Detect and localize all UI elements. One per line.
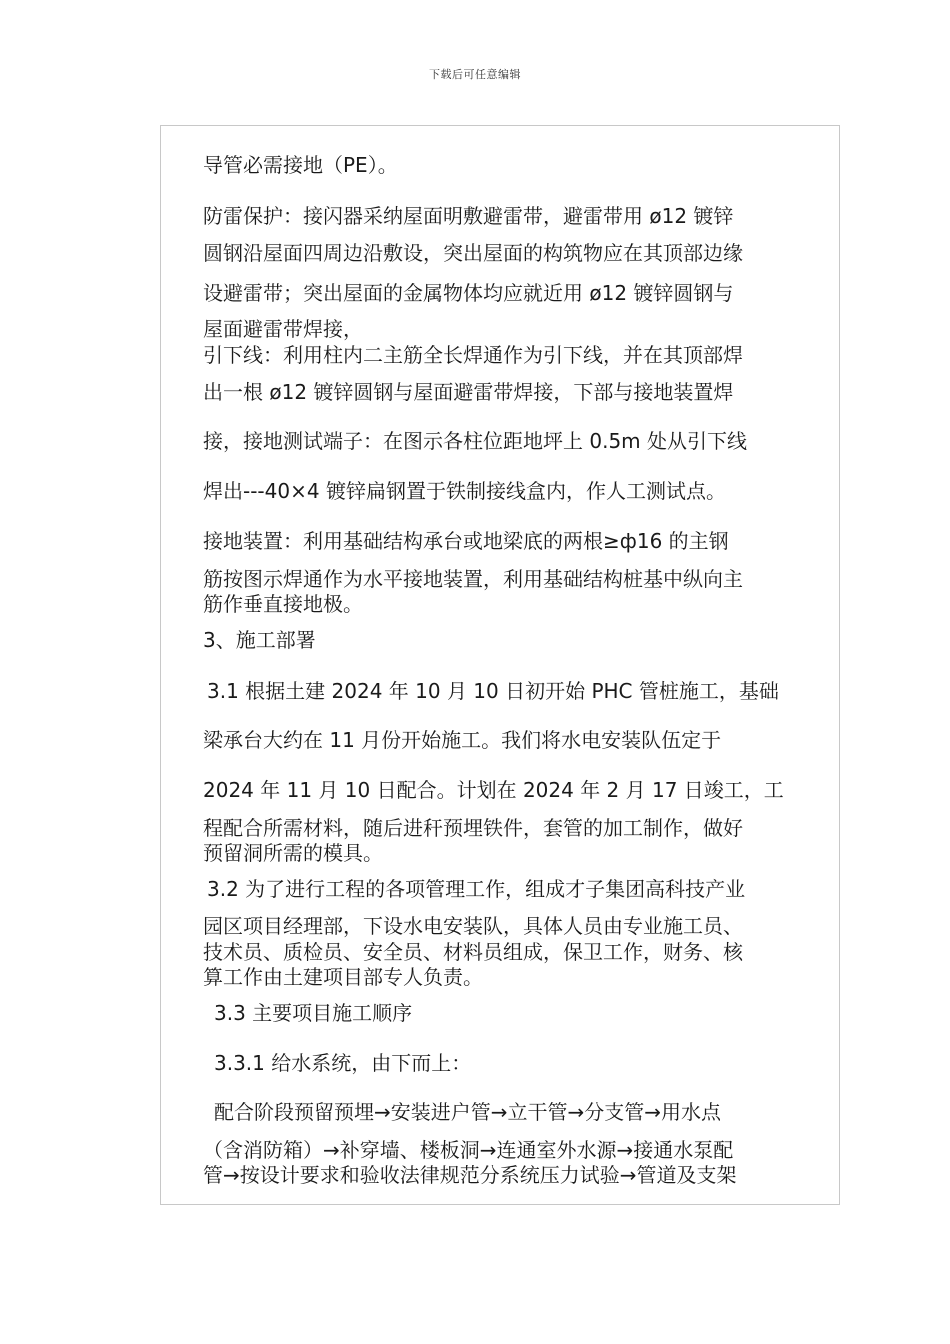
- text-line: 技术员、质检员、安全员、材料员组成，保卫工作，财务、核: [203, 940, 743, 964]
- text-line: 预留洞所需的模具。: [203, 841, 383, 865]
- text-line: 3.2 为了进行工程的各项管理工作，组成才子集团高科技产业: [207, 877, 746, 901]
- text-line: 梁承台大约在 11 月份开始施工。我们将水电安装队伍定于: [203, 728, 722, 752]
- page-header: 下载后可任意编辑: [429, 68, 521, 81]
- text-line: 焊出---40×4 镀锌扁钢置于铁制接线盒内，作人工测试点。: [203, 479, 726, 503]
- text-line: 管→按设计要求和验收法律规范分系统压力试验→管道及支架: [203, 1163, 737, 1187]
- text-line: 设避雷带；突出屋面的金属物体均应就近用 ø12 镀锌圆钢与: [203, 281, 734, 305]
- text-line: 接地装置：利用基础结构承台或地梁底的两根≥ф16 的主钢: [203, 529, 729, 553]
- text-line: 引下线：利用柱内二主筋全长焊通作为引下线，并在其顶部焊: [203, 343, 743, 367]
- section-heading: 3、施工部署: [203, 628, 316, 652]
- text-line: 接，接地测试端子：在图示各柱位距地坪上 0.5m 处从引下线: [203, 429, 748, 453]
- subsection-heading: 3.3.1 给水系统，由下而上：: [214, 1051, 472, 1075]
- text-line: 园区项目经理部，下设水电安装队，具体人员由专业施工员、: [203, 914, 743, 938]
- text-line: 程配合所需材料，随后进秆预埋铁件，套管的加工制作，做好: [203, 816, 743, 840]
- text-line: （含消防箱）→补穿墙、楼板洞→连通室外水源→接通水泵配: [203, 1138, 734, 1162]
- text-line: 筋按图示焊通作为水平接地装置，利用基础结构桩基中纵向主: [203, 567, 743, 591]
- text-line: 2024 年 11 月 10 日配合。计划在 2024 年 2 月 17 日竣工，工: [203, 778, 784, 802]
- text-line: 3.1 根据土建 2024 年 10 月 10 日初开始 PHC 管桩施工，基础: [207, 679, 779, 703]
- text-line: 出一根 ø12 镀锌圆钢与屋面避雷带焊接，下部与接地装置焊: [203, 380, 734, 404]
- text-line: 筋作垂直接地极。: [203, 592, 363, 616]
- subsection-heading: 3.3 主要项目施工顺序: [214, 1001, 413, 1025]
- text-line: 防雷保护：接闪器采纳屋面明敷避雷带，避雷带用 ø12 镀锌: [203, 204, 734, 228]
- text-line: 圆钢沿屋面四周边沿敷设，突出屋面的构筑物应在其顶部边缘: [203, 241, 743, 265]
- text-line: 配合阶段预留预埋→安装进户管→立干管→分支管→用水点: [214, 1100, 722, 1124]
- text-line: 屋面避雷带焊接，: [203, 317, 363, 341]
- text-line: 算工作由土建项目部专人负责。: [203, 965, 483, 989]
- text-line: 导管必需接地（PE）。: [203, 153, 398, 177]
